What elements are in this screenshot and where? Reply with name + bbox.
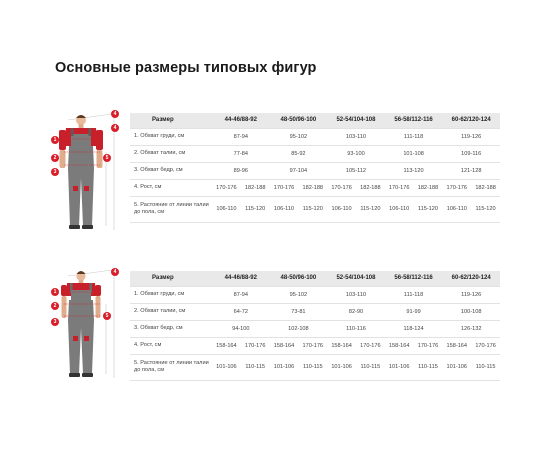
table-cell: 111-118: [385, 128, 443, 145]
table-cell: 158-164: [270, 337, 299, 354]
table-cell: 103-110: [327, 128, 385, 145]
size-header: 60-62/120-124: [442, 113, 500, 128]
table-cell: 91-99: [385, 303, 443, 320]
table-cell: 101-106: [327, 354, 356, 380]
table-cell: 110-115: [414, 354, 443, 380]
marker-1: 1: [51, 136, 59, 144]
size-header: 48-50/96-100: [270, 271, 328, 286]
table-cell: 110-116: [327, 320, 385, 337]
table-cell: 118-124: [385, 320, 443, 337]
table-cell: 170-176: [327, 179, 356, 196]
table-cell: 115-120: [414, 196, 443, 222]
header-label: Размер: [130, 271, 212, 286]
table-row: [130, 162, 500, 179]
table-cell: 103-110: [327, 286, 385, 303]
table-cell: 94-100: [212, 320, 270, 337]
table-cell: 158-164: [212, 337, 241, 354]
table-cell: 64-72: [212, 303, 270, 320]
table-cell: 182-188: [356, 179, 385, 196]
size-header: 60-62/120-124: [442, 271, 500, 286]
table-cell: 119-126: [442, 286, 500, 303]
table-header-row: [130, 113, 500, 128]
table-cell: 109-116: [442, 145, 500, 162]
table-row: [130, 303, 500, 320]
row-label: 5. Растояние от линии талии до пола, см: [130, 196, 212, 222]
figure-illustration-2: [44, 266, 124, 396]
marker-4: 4: [111, 268, 119, 276]
table-row: [130, 320, 500, 337]
table-cell: 101-106: [442, 354, 471, 380]
table-cell: 87-94: [212, 128, 270, 145]
table-cell: 101-106: [212, 354, 241, 380]
table-cell: 101-108: [385, 145, 443, 162]
table-cell: 110-115: [356, 354, 385, 380]
table-cell: 158-164: [442, 337, 471, 354]
marker-3: 3: [51, 318, 59, 326]
table-cell: 82-90: [327, 303, 385, 320]
table-cell: 93-100: [327, 145, 385, 162]
size-header: 44-46/88-92: [212, 271, 270, 286]
row-label: 2. Обхват талии, см: [130, 145, 212, 162]
table-cell: 182-188: [241, 179, 270, 196]
table-cell: 77-84: [212, 145, 270, 162]
table-cell: 89-96: [212, 162, 270, 179]
table-cell: 182-188: [471, 179, 500, 196]
table-cell: 115-120: [471, 196, 500, 222]
row-label: 4. Рост, см: [130, 337, 212, 354]
table-cell: 110-115: [471, 354, 500, 380]
marker-4b: 4: [111, 124, 119, 132]
row-label: 2. Обхват талии, см: [130, 303, 212, 320]
marker-5: 5: [103, 154, 111, 162]
table-header-row: [130, 271, 500, 286]
row-label: 3. Обхват бедр, см: [130, 320, 212, 337]
marker-2: 2: [51, 302, 59, 310]
marker-3: 3: [51, 168, 59, 176]
table-cell: 158-164: [385, 337, 414, 354]
table-cell: 121-128: [442, 162, 500, 179]
table-cell: 106-110: [212, 196, 241, 222]
table-cell: 115-120: [356, 196, 385, 222]
table-cell: 113-120: [385, 162, 443, 179]
table-cell: 110-115: [298, 354, 327, 380]
table-cell: 101-106: [385, 354, 414, 380]
table-cell: 73-81: [270, 303, 328, 320]
table-cell: 106-110: [327, 196, 356, 222]
size-header: 52-54/104-108: [327, 271, 385, 286]
row-label: 1. Обхват груди, см: [130, 286, 212, 303]
table-row: [130, 196, 500, 222]
size-header: 56-58/112-116: [385, 271, 443, 286]
worker-figure-icon: [44, 266, 124, 386]
table-cell: 115-120: [298, 196, 327, 222]
table-cell: 85-92: [270, 145, 328, 162]
table-cell: 100-108: [442, 303, 500, 320]
table-row: [130, 128, 500, 145]
table-cell: 106-110: [385, 196, 414, 222]
page-title: Основные размеры типовых фигур: [55, 60, 317, 76]
size-header: 44-46/88-92: [212, 113, 270, 128]
row-label: 4. Рост, см: [130, 179, 212, 196]
table-cell: 158-164: [327, 337, 356, 354]
row-label: 1. Обхват груди, см: [130, 128, 212, 145]
marker-4: 4: [111, 110, 119, 118]
row-label: 3. Обхват бедр, см: [130, 162, 212, 179]
table-cell: 97-104: [270, 162, 328, 179]
table-cell: 95-102: [270, 286, 328, 303]
table-cell: 106-110: [270, 196, 299, 222]
table-cell: 170-176: [270, 179, 299, 196]
size-header: 52-54/104-108: [327, 113, 385, 128]
table-cell: 170-176: [442, 179, 471, 196]
table-cell: 182-188: [298, 179, 327, 196]
table-cell: 170-176: [385, 179, 414, 196]
table-cell: 119-126: [442, 128, 500, 145]
size-table-1: [130, 113, 500, 223]
table-cell: 170-176: [356, 337, 385, 354]
table-row: [130, 179, 500, 196]
table-cell: 170-176: [212, 179, 241, 196]
size-header: 56-58/112-116: [385, 113, 443, 128]
table-cell: 102-108: [270, 320, 328, 337]
table-cell: 170-176: [241, 337, 270, 354]
row-label: 5. Растояние от линии талии до пола, см: [130, 354, 212, 380]
marker-1: 1: [51, 288, 59, 296]
table-cell: 110-115: [241, 354, 270, 380]
header-label: Размер: [130, 113, 212, 128]
table-cell: 170-176: [298, 337, 327, 354]
marker-2: 2: [51, 154, 59, 162]
size-table-2: [130, 271, 500, 381]
table-cell: 101-106: [270, 354, 299, 380]
table-cell: 170-176: [471, 337, 500, 354]
table-cell: 115-120: [241, 196, 270, 222]
marker-5: 5: [103, 312, 111, 320]
table-cell: 106-110: [442, 196, 471, 222]
table-row: [130, 354, 500, 380]
table-row: [130, 337, 500, 354]
table-cell: 87-94: [212, 286, 270, 303]
table-row: [130, 145, 500, 162]
table-cell: 95-102: [270, 128, 328, 145]
table-cell: 126-132: [442, 320, 500, 337]
table-cell: 105-112: [327, 162, 385, 179]
table-row: [130, 286, 500, 303]
table-cell: 182-188: [414, 179, 443, 196]
table-cell: 170-176: [414, 337, 443, 354]
figure-illustration-1: [44, 108, 124, 238]
size-header: 48-50/96-100: [270, 113, 328, 128]
table-cell: 111-118: [385, 286, 443, 303]
